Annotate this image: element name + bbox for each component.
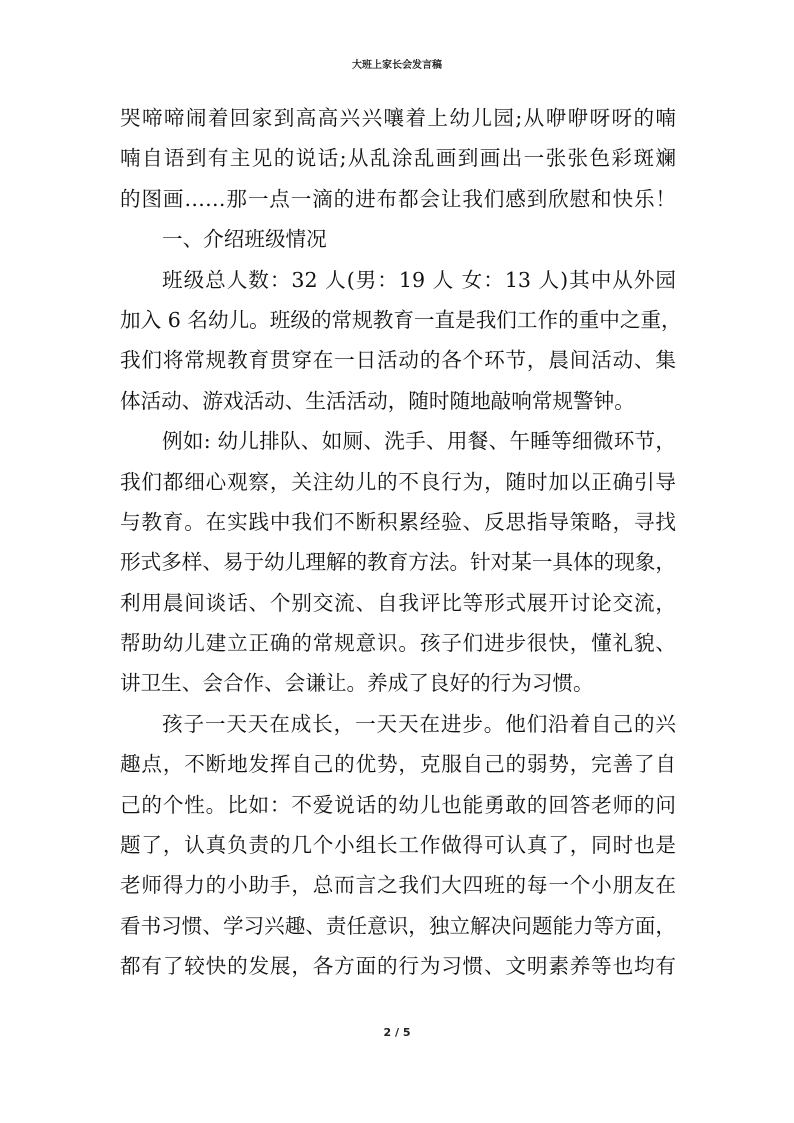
text-line: 的图画……那一点一滴的进布都会让我们感到欣慰和快乐！: [120, 186, 676, 211]
text-line: 讲卫生、会合作、会谦让。养成了良好的行为习惯。: [120, 671, 594, 696]
text-line: 看书习惯、学习兴趣、责任意识，独立解决问题能力等方面，: [120, 913, 677, 938]
text-line: 与教育。在实践中我们不断积累经验、反思指导策略，寻找: [120, 509, 676, 534]
text-line: 形式多样、易于幼儿理解的教育方法。针对某一具体的现象，: [120, 550, 677, 575]
text-line: 加入 6 名幼儿。班级的常规教育一直是我们工作的重中之重，: [120, 307, 682, 332]
text-line: 喃自语到有主见的说话;从乱涂乱画到画出一张张色彩斑斓: [120, 146, 676, 171]
text-line: 例如: 幼儿排队、如厕、洗手、用餐、午睡等细微环节，: [162, 429, 676, 454]
text-line: 题了，认真负责的几个小组长工作做得可认真了，同时也是: [120, 833, 676, 858]
text-line: 哭啼啼闹着回家到高高兴兴嚷着上幼儿园;从咿咿呀呀的喃: [120, 106, 676, 130]
document-body: [120, 98, 682, 987]
page-number: 2 / 5: [383, 1026, 411, 1039]
text-line: 老师得力的小助手，总而言之我们大四班的每一个小朋友在: [120, 873, 676, 898]
text-line: 利用晨间谈话、个别交流、自我评比等形式展开讨论交流，: [120, 590, 676, 615]
text-line: 我们将常规教育贯穿在一日活动的各个环节，晨间活动、集: [120, 348, 676, 373]
text-line: 己的个性。比如：不爱说话的幼儿也能勇敢的回答老师的问: [120, 792, 676, 817]
text-line: 帮助幼儿建立正确的常规意识。孩子们进步很快，懂礼貌、: [120, 631, 676, 656]
text-line: 都有了较快的发展，各方面的行为习惯、文明素养等也均有: [120, 954, 676, 979]
section-heading: 一、介绍班级情况: [162, 227, 327, 252]
text-line: 班级总人数：32 人(男：19 人 女：13 人)其中从外园: [162, 267, 676, 292]
text-line: 趣点，不断地发挥自己的优势，克服自己的弱势，完善了自: [120, 752, 676, 777]
text-line: 孩子一天天在成长，一天天在进步。他们沿着自己的兴: [162, 711, 676, 736]
page-header: 大班上家长会发言稿: [352, 60, 442, 71]
text-line: 体活动、游戏活动、生活活动，随时随地敲响常规警钟。: [120, 388, 635, 413]
text-line: 我们都细心观察，关注幼儿的不良行为，随时加以正确引导: [120, 469, 676, 494]
